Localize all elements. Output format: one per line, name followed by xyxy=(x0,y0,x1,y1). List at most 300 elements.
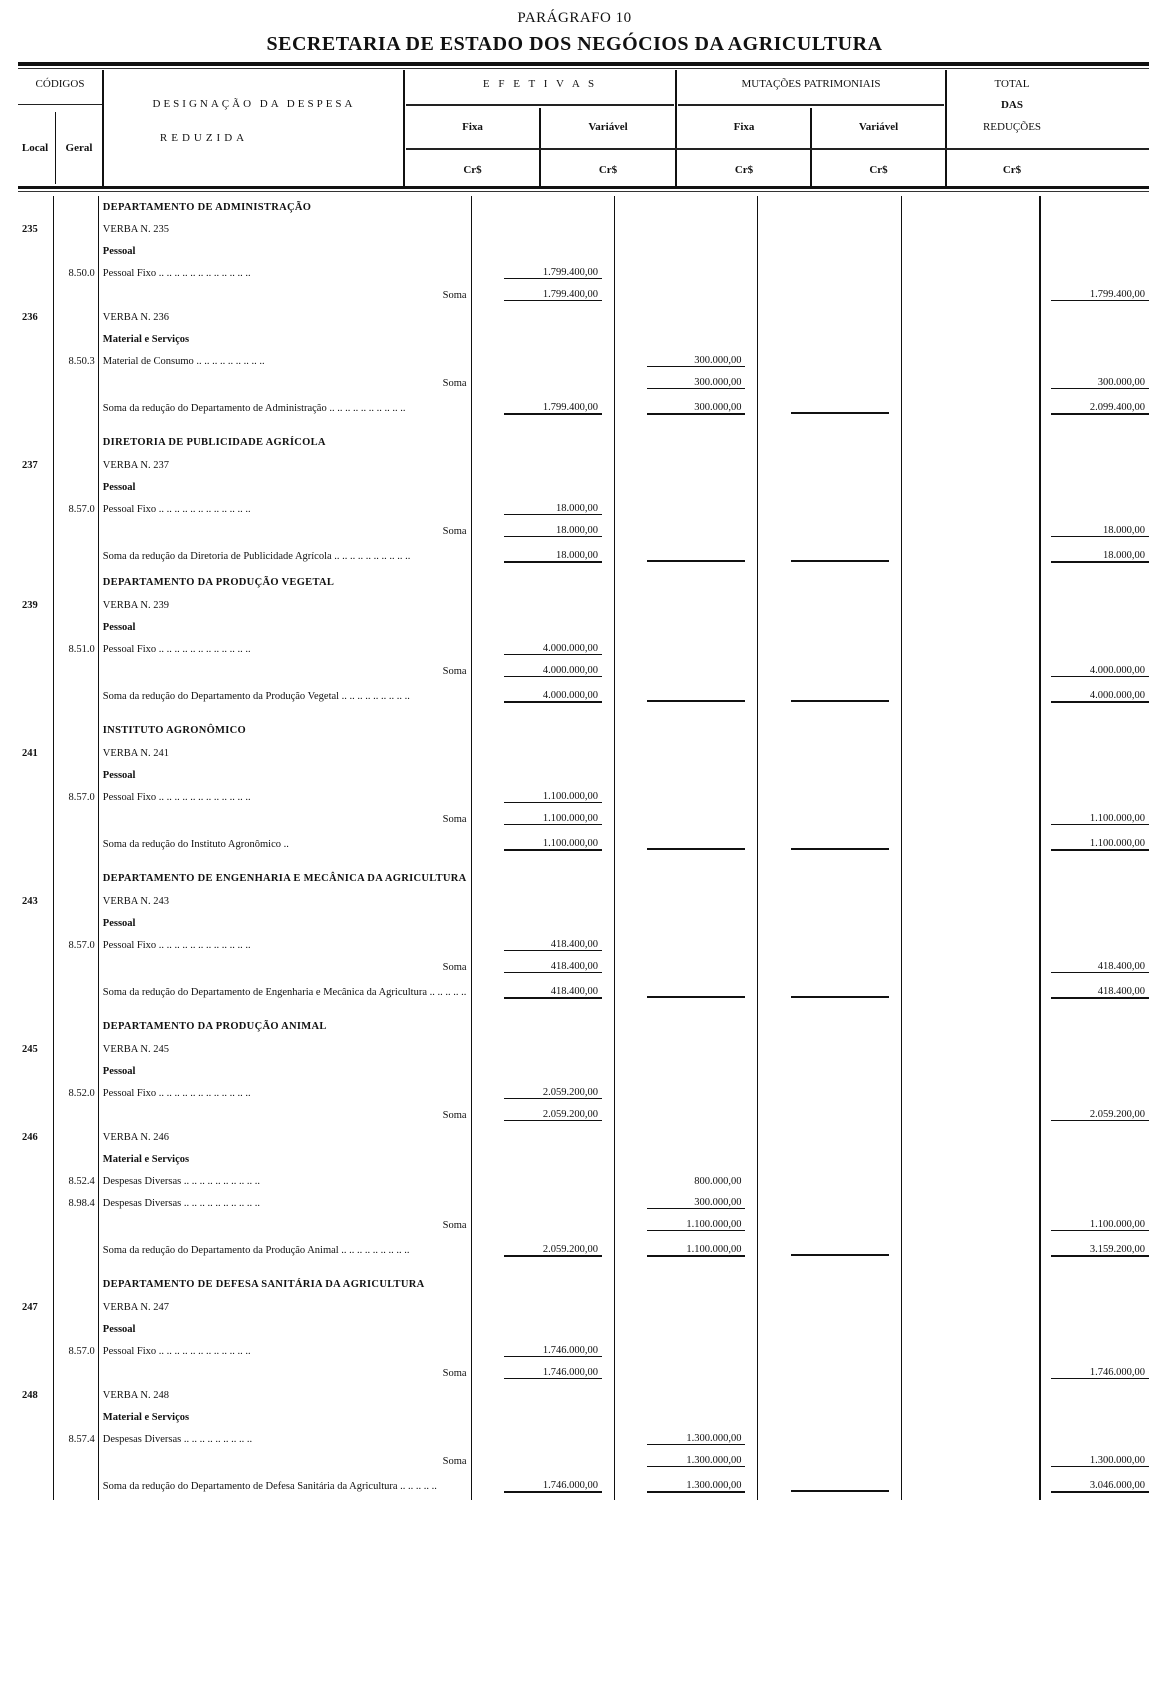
table-row-item xyxy=(18,350,1149,372)
cell-total xyxy=(1040,616,1149,638)
cell-geral xyxy=(54,542,98,570)
cell-desc: Pessoal xyxy=(102,245,136,257)
cell-ef-var xyxy=(614,454,757,476)
amount-value: 300.000,00 xyxy=(647,377,745,389)
cell-ef-fixa xyxy=(471,682,614,710)
cell-local xyxy=(18,682,54,710)
cell-mut-fixa xyxy=(758,1192,901,1214)
cell-mut-var xyxy=(901,1170,1040,1192)
cell-desc: Soma xyxy=(442,1109,467,1121)
cell-mut-fixa xyxy=(758,1060,901,1082)
cell-geral: 8.57.0 xyxy=(54,1340,98,1362)
amount-value: 300.000,00 xyxy=(1051,377,1149,389)
codigos-header: CÓDIGOS xyxy=(35,78,85,90)
table-row-verba xyxy=(18,1126,1149,1148)
cell-local xyxy=(18,830,54,858)
designacao-header: DESIGNAÇÃO DA DESPESA xyxy=(152,98,356,110)
cell-geral: 8.52.4 xyxy=(54,1170,98,1192)
cell-ef-fixa xyxy=(471,1406,614,1428)
cell-local xyxy=(18,372,54,394)
cell-mut-var xyxy=(901,498,1040,520)
cell-desc: Pessoal xyxy=(102,1065,136,1077)
cell-desc: Pessoal Fixo .. .. .. .. .. .. .. .. .. .. .. .. xyxy=(102,1087,251,1099)
budget-table xyxy=(18,196,1149,1500)
cell-ef-var xyxy=(614,978,757,1006)
amount-value: 2.059.200,00 xyxy=(1051,1109,1149,1121)
cell-local xyxy=(18,616,54,638)
cell-geral xyxy=(54,328,98,350)
cell-ef-var xyxy=(614,284,757,306)
cell-desc: Soma xyxy=(442,1219,467,1231)
cell-local: 246 xyxy=(22,1131,38,1143)
cell-mut-fixa xyxy=(758,284,901,306)
cell-mut-fixa xyxy=(758,1082,901,1104)
amount-value xyxy=(791,1242,889,1256)
cell-ef-fixa xyxy=(471,570,614,594)
cell-desc: Despesas Diversas .. .. .. .. .. .. .. .. .. .. xyxy=(102,1197,260,1209)
cell-ef-fixa xyxy=(471,956,614,978)
cell-local xyxy=(18,262,54,284)
cell-mut-fixa xyxy=(758,1384,901,1406)
cell-mut-fixa xyxy=(758,498,901,520)
cell-ef-var xyxy=(614,808,757,830)
cell-ef-fixa xyxy=(471,262,614,284)
cell-local xyxy=(18,1192,54,1214)
table-row-item xyxy=(18,1428,1149,1450)
amount-value: 2.059.200,00 xyxy=(504,1087,602,1099)
cell-mut-var xyxy=(901,742,1040,764)
table-row-sub xyxy=(18,476,1149,498)
cell-mut-var xyxy=(901,1148,1040,1170)
cell-mut-fixa xyxy=(758,262,901,284)
cell-mut-var xyxy=(901,890,1040,912)
cell-geral xyxy=(54,1406,98,1428)
cell-mut-var xyxy=(901,808,1040,830)
cell-total xyxy=(1040,808,1149,830)
amount-value: 1.300.000,00 xyxy=(1051,1455,1149,1467)
cell-mut-fixa xyxy=(758,742,901,764)
cell-mut-fixa xyxy=(758,594,901,616)
cell-geral xyxy=(54,372,98,394)
cell-mut-fixa xyxy=(758,422,901,454)
cell-mut-fixa xyxy=(758,638,901,660)
cell-ef-var xyxy=(614,1264,757,1296)
cell-local xyxy=(18,912,54,934)
cell-desc: Soma xyxy=(442,289,467,301)
cell-mut-var xyxy=(901,1428,1040,1450)
cell-mut-var xyxy=(901,660,1040,682)
table-row-total xyxy=(18,1472,1149,1500)
reducoes-header: REDUÇÕES xyxy=(982,121,1042,133)
cell-total xyxy=(1040,372,1149,394)
table-row-item xyxy=(18,1170,1149,1192)
cell-mut-var xyxy=(901,1126,1040,1148)
cell-desc: Pessoal xyxy=(102,769,136,781)
cell-geral xyxy=(54,1236,98,1264)
table-row-dept xyxy=(18,570,1149,594)
cell-mut-fixa xyxy=(758,786,901,808)
amount-value: 4.000.000,00 xyxy=(504,690,602,703)
currency-label: Cr$ xyxy=(869,164,888,176)
cell-total xyxy=(1040,1296,1149,1318)
cell-ef-var xyxy=(614,1060,757,1082)
cell-ef-fixa xyxy=(471,350,614,372)
cell-total xyxy=(1040,956,1149,978)
cell-geral xyxy=(54,240,98,262)
cell-ef-var xyxy=(614,350,757,372)
cell-ef-var xyxy=(614,1384,757,1406)
table-row-verba xyxy=(18,306,1149,328)
amount-value xyxy=(791,400,889,414)
amount-value: 1.100.000,00 xyxy=(1051,813,1149,825)
cell-mut-var xyxy=(901,638,1040,660)
cell-mut-fixa xyxy=(758,394,901,422)
cell-mut-var xyxy=(901,1296,1040,1318)
cell-mut-fixa xyxy=(758,978,901,1006)
cell-desc: Soma da redução do Departamento de Engenharia e Mecânica da Agricultura .. .. .. .. .. xyxy=(102,986,467,998)
cell-mut-var xyxy=(901,956,1040,978)
cell-ef-fixa xyxy=(471,1450,614,1472)
cell-total xyxy=(1040,262,1149,284)
cell-total xyxy=(1040,328,1149,350)
cell-mut-fixa xyxy=(758,764,901,786)
cell-ef-fixa xyxy=(471,1472,614,1500)
cell-total xyxy=(1040,912,1149,934)
cell-local xyxy=(18,1406,54,1428)
amount-value: 418.400,00 xyxy=(504,939,602,951)
cell-mut-fixa xyxy=(758,542,901,570)
cell-ef-fixa xyxy=(471,1214,614,1236)
cell-mut-fixa xyxy=(758,218,901,240)
cell-total xyxy=(1040,710,1149,742)
cell-ef-var xyxy=(614,520,757,542)
cell-ef-fixa xyxy=(471,616,614,638)
divider xyxy=(55,112,56,184)
cell-total xyxy=(1040,978,1149,1006)
cell-ef-fixa xyxy=(471,830,614,858)
cell-total xyxy=(1040,1472,1149,1500)
cell-ef-fixa xyxy=(471,1148,614,1170)
cell-ef-var xyxy=(614,1006,757,1038)
divider xyxy=(102,70,104,186)
cell-geral xyxy=(54,1264,98,1296)
cell-ef-var xyxy=(614,570,757,594)
cell-local: 236 xyxy=(22,311,38,323)
cell-mut-var xyxy=(901,786,1040,808)
cell-desc: Material de Consumo .. .. .. .. .. .. .. .. .. xyxy=(102,355,265,367)
cell-geral xyxy=(54,1104,98,1126)
efetivas-header: E F E T I V A S xyxy=(482,78,598,90)
cell-total xyxy=(1040,476,1149,498)
cell-local: 243 xyxy=(22,895,38,907)
cell-mut-var xyxy=(901,454,1040,476)
cell-desc: Pessoal Fixo .. .. .. .. .. .. .. .. .. .. .. .. xyxy=(102,503,251,515)
cell-total xyxy=(1040,1126,1149,1148)
currency-label: Cr$ xyxy=(734,164,754,176)
amount-value: 3.159.200,00 xyxy=(1051,1244,1149,1257)
cell-geral xyxy=(54,956,98,978)
table-row-sub xyxy=(18,1060,1149,1082)
table-row-soma xyxy=(18,808,1149,830)
cell-mut-var xyxy=(901,570,1040,594)
cell-total xyxy=(1040,306,1149,328)
cell-local: 241 xyxy=(22,747,38,759)
table-row-item xyxy=(18,934,1149,956)
cell-local xyxy=(18,1428,54,1450)
cell-ef-var xyxy=(614,498,757,520)
cell-mut-fixa xyxy=(758,1340,901,1362)
table-row-soma xyxy=(18,1362,1149,1384)
cell-ef-fixa xyxy=(471,1006,614,1038)
cell-local xyxy=(18,196,54,218)
cell-geral xyxy=(54,1006,98,1038)
cell-ef-var xyxy=(614,1236,757,1264)
cell-mut-fixa xyxy=(758,1126,901,1148)
cell-ef-var xyxy=(614,1104,757,1126)
cell-total xyxy=(1040,1006,1149,1038)
cell-desc: Pessoal Fixo .. .. .. .. .. .. .. .. .. .. .. .. xyxy=(102,791,251,803)
cell-mut-fixa xyxy=(758,454,901,476)
cell-total xyxy=(1040,742,1149,764)
cell-mut-var xyxy=(901,594,1040,616)
cell-geral xyxy=(54,1148,98,1170)
cell-desc: VERBA N. 241 xyxy=(102,747,170,759)
cell-ef-var xyxy=(614,1192,757,1214)
cell-total xyxy=(1040,1428,1149,1450)
cell-geral xyxy=(54,660,98,682)
cell-total xyxy=(1040,422,1149,454)
cell-geral xyxy=(54,394,98,422)
cell-ef-fixa xyxy=(471,1264,614,1296)
table-row-verba xyxy=(18,218,1149,240)
cell-mut-fixa xyxy=(758,1472,901,1500)
cell-ef-var xyxy=(614,328,757,350)
amount-value: 800.000,00 xyxy=(694,1175,742,1187)
cell-geral xyxy=(54,594,98,616)
cell-mut-var xyxy=(901,1104,1040,1126)
cell-desc: VERBA N. 247 xyxy=(102,1301,170,1313)
cell-total xyxy=(1040,890,1149,912)
cell-desc: VERBA N. 246 xyxy=(102,1131,170,1143)
cell-local xyxy=(18,570,54,594)
cell-local xyxy=(18,786,54,808)
amount-value xyxy=(791,984,889,998)
cell-mut-var xyxy=(901,1472,1040,1500)
amount-value xyxy=(791,836,889,850)
amount-value xyxy=(647,688,745,702)
table-row-total xyxy=(18,1236,1149,1264)
cell-mut-fixa xyxy=(758,1428,901,1450)
cell-geral xyxy=(54,454,98,476)
cell-ef-fixa xyxy=(471,520,614,542)
cell-ef-fixa xyxy=(471,638,614,660)
table-row-sub xyxy=(18,1318,1149,1340)
cell-local xyxy=(18,660,54,682)
cell-local xyxy=(18,858,54,890)
cell-local xyxy=(18,1006,54,1038)
cell-mut-var xyxy=(901,1082,1040,1104)
amount-value xyxy=(791,1478,889,1492)
cell-geral xyxy=(54,196,98,218)
cell-ef-fixa xyxy=(471,454,614,476)
cell-ef-var xyxy=(614,1082,757,1104)
amount-value: 4.000.000,00 xyxy=(504,665,602,677)
currency-label: Cr$ xyxy=(1002,164,1022,176)
header-bottom-rule-thin xyxy=(18,191,1149,192)
cell-ef-var xyxy=(614,1340,757,1362)
cell-ef-fixa xyxy=(471,710,614,742)
cell-ef-var xyxy=(614,394,757,422)
cell-geral xyxy=(54,808,98,830)
cell-ef-var xyxy=(614,372,757,394)
cell-geral xyxy=(54,218,98,240)
cell-mut-var xyxy=(901,858,1040,890)
table-row-sub xyxy=(18,912,1149,934)
cell-desc: DEPARTAMENTO DA PRODUÇÃO VEGETAL xyxy=(102,576,335,588)
cell-local xyxy=(18,934,54,956)
table-row-sub xyxy=(18,1406,1149,1428)
amount-value: 1.799.400,00 xyxy=(504,402,602,415)
cell-geral: 8.98.4 xyxy=(54,1192,98,1214)
cell-desc: Soma xyxy=(442,961,467,973)
cell-ef-var xyxy=(614,1038,757,1060)
amount-value: 18.000,00 xyxy=(1051,525,1149,537)
amount-value: 418.400,00 xyxy=(504,961,602,973)
cell-ef-fixa xyxy=(471,284,614,306)
cell-local xyxy=(18,1214,54,1236)
cell-total xyxy=(1040,1082,1149,1104)
cell-total xyxy=(1040,1236,1149,1264)
cell-mut-fixa xyxy=(758,616,901,638)
cell-total xyxy=(1040,764,1149,786)
amount-value: 1.100.000,00 xyxy=(1051,838,1149,851)
cell-geral xyxy=(54,1296,98,1318)
cell-ef-var xyxy=(614,196,757,218)
cell-mut-var xyxy=(901,1236,1040,1264)
table-row-dept xyxy=(18,422,1149,454)
cell-total xyxy=(1040,542,1149,570)
divider xyxy=(406,148,1149,150)
cell-mut-var xyxy=(901,912,1040,934)
cell-mut-var xyxy=(901,284,1040,306)
cell-desc: Despesas Diversas .. .. .. .. .. .. .. .. .. .. xyxy=(102,1175,260,1187)
cell-ef-var xyxy=(614,682,757,710)
table-row-dept xyxy=(18,1006,1149,1038)
cell-local xyxy=(18,710,54,742)
geral-header: Geral xyxy=(65,142,93,154)
cell-ef-fixa xyxy=(471,808,614,830)
cell-mut-fixa xyxy=(758,1038,901,1060)
cell-ef-fixa xyxy=(471,196,614,218)
cell-mut-var xyxy=(901,1006,1040,1038)
cell-local: 245 xyxy=(22,1043,38,1055)
cell-ef-fixa xyxy=(471,1104,614,1126)
divider xyxy=(406,104,674,106)
ef-fixa-header: Fixa xyxy=(462,121,483,133)
mut-fixa-header: Fixa xyxy=(733,121,755,133)
cell-mut-var xyxy=(901,1384,1040,1406)
cell-desc: Soma xyxy=(442,1367,467,1379)
amount-value: 1.300.000,00 xyxy=(647,1455,745,1467)
cell-ef-fixa xyxy=(471,1082,614,1104)
cell-local: 237 xyxy=(22,459,38,471)
cell-ef-var xyxy=(614,1296,757,1318)
cell-local xyxy=(18,1362,54,1384)
table-row-verba xyxy=(18,1296,1149,1318)
cell-mut-fixa xyxy=(758,890,901,912)
cell-desc: VERBA N. 248 xyxy=(102,1389,170,1401)
cell-total xyxy=(1040,1340,1149,1362)
local-header: Local xyxy=(21,142,49,154)
table-row-item xyxy=(18,786,1149,808)
amount-value: 300.000,00 xyxy=(647,402,745,415)
paragraph-title: PARÁGRAFO 10 xyxy=(517,10,632,26)
cell-local xyxy=(18,1450,54,1472)
cell-geral xyxy=(54,1318,98,1340)
amount-value: 300.000,00 xyxy=(647,355,745,367)
cell-geral xyxy=(54,710,98,742)
cell-desc: DIRETORIA DE PUBLICIDADE AGRÍCOLA xyxy=(102,436,326,448)
cell-mut-fixa xyxy=(758,1450,901,1472)
cell-ef-fixa xyxy=(471,858,614,890)
cell-geral xyxy=(54,1384,98,1406)
cell-total xyxy=(1040,1170,1149,1192)
cell-mut-fixa xyxy=(758,476,901,498)
cell-ef-fixa xyxy=(471,912,614,934)
amount-value: 18.000,00 xyxy=(504,503,602,515)
amount-value: 1.100.000,00 xyxy=(504,813,602,825)
cell-total xyxy=(1040,498,1149,520)
cell-mut-var xyxy=(901,240,1040,262)
cell-local xyxy=(18,978,54,1006)
table-row-soma xyxy=(18,372,1149,394)
cell-ef-fixa xyxy=(471,542,614,570)
cell-local xyxy=(18,1060,54,1082)
cell-desc: Pessoal xyxy=(102,1323,136,1335)
cell-desc: DEPARTAMENTO DE ENGENHARIA E MECÂNICA DA AGRICULTURA xyxy=(102,872,467,884)
cell-desc: VERBA N. 243 xyxy=(102,895,170,907)
cell-mut-fixa xyxy=(758,196,901,218)
table-row-sub xyxy=(18,1148,1149,1170)
cell-desc: Soma xyxy=(442,813,467,825)
cell-local xyxy=(18,1082,54,1104)
cell-ef-var xyxy=(614,476,757,498)
cell-geral xyxy=(54,742,98,764)
cell-desc: DEPARTAMENTO DE ADMINISTRAÇÃO xyxy=(102,201,312,213)
total-header: TOTAL xyxy=(994,78,1030,90)
cell-total xyxy=(1040,1148,1149,1170)
cell-local xyxy=(18,1472,54,1500)
amount-value: 2.099.400,00 xyxy=(1051,402,1149,415)
cell-desc: VERBA N. 239 xyxy=(102,599,170,611)
amount-value xyxy=(791,548,889,562)
amount-value: 1.100.000,00 xyxy=(1051,1219,1149,1231)
cell-mut-fixa xyxy=(758,682,901,710)
cell-ef-fixa xyxy=(471,328,614,350)
cell-ef-var xyxy=(614,240,757,262)
cell-mut-fixa xyxy=(758,1236,901,1264)
cell-geral xyxy=(54,1214,98,1236)
cell-local xyxy=(18,328,54,350)
cell-local xyxy=(18,1104,54,1126)
mutacoes-header: MUTAÇÕES PATRIMONIAIS xyxy=(741,78,881,90)
cell-total xyxy=(1040,240,1149,262)
cell-ef-fixa xyxy=(471,594,614,616)
cell-geral xyxy=(54,306,98,328)
table-row-dept xyxy=(18,858,1149,890)
table-row-soma xyxy=(18,520,1149,542)
cell-mut-var xyxy=(901,616,1040,638)
